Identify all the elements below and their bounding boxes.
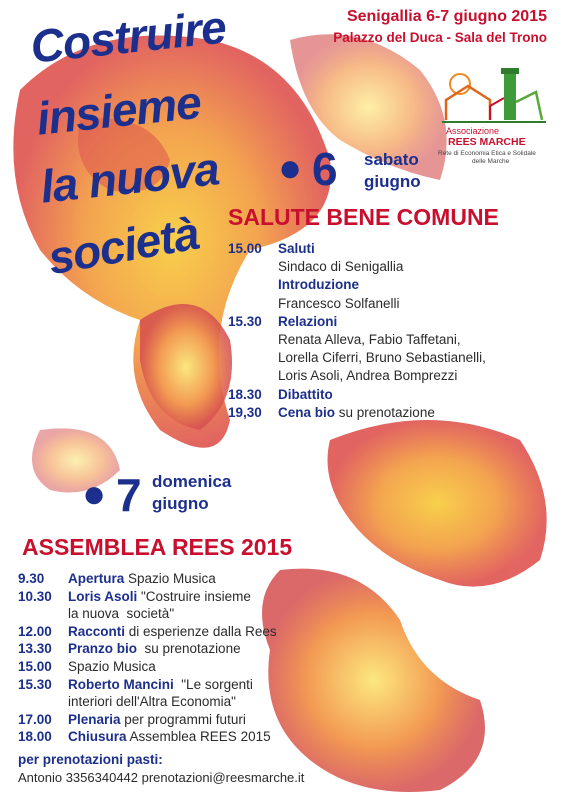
schedule-time: 18.30: [228, 386, 262, 402]
schedule-entry-title: Saluti: [278, 241, 315, 256]
schedule-entry-title: Plenaria: [68, 711, 121, 727]
schedule-time: 15.00: [18, 659, 52, 674]
schedule-entry: [68, 623, 277, 641]
event-venue: Palazzo del Duca - Sala del Trono: [333, 30, 547, 45]
slogan-line-4: società: [44, 206, 203, 285]
schedule-entry: [278, 240, 315, 258]
schedule-entry-title: Relazioni: [278, 313, 338, 329]
schedule-entry-text: Spazio Musica: [124, 571, 216, 586]
day2-month: giugno: [152, 494, 209, 513]
schedule-entry: [278, 331, 461, 349]
day2-schedule: [18, 570, 348, 750]
schedule-entry-title: Pranzo bio: [68, 641, 138, 657]
schedule-entry-text: su prenotazione: [137, 641, 241, 657]
schedule-time: 18.00: [18, 729, 52, 745]
logo-line-3: Rete di Economia Etica e Solidale: [438, 150, 536, 157]
schedule-entry-text: Assemblea REES 2015: [126, 729, 271, 745]
schedule-time: 19,30: [228, 404, 262, 420]
schedule-entry-text: Francesco Solfanelli: [278, 295, 400, 311]
schedule-entry-title: Chiusura: [68, 729, 127, 745]
schedule-entry: [68, 693, 236, 711]
schedule-entry: [278, 386, 333, 404]
schedule-entry: [68, 640, 241, 658]
schedule-entry: [68, 711, 246, 729]
logo-line-1: Associazione: [446, 126, 500, 136]
schedule-entry: [278, 313, 337, 331]
rees-marche-logo: [438, 62, 550, 172]
day2-title: ASSEMBLEA REES 2015: [22, 534, 293, 560]
booking-label: per prenotazioni pasti:: [18, 752, 163, 767]
schedule-entry-text: "Costruire insieme: [137, 588, 251, 604]
schedule-entry: [278, 349, 486, 367]
schedule-entry: [68, 588, 251, 606]
schedule-time: 15.30: [228, 313, 262, 329]
schedule-entry: [68, 605, 174, 623]
event-date-location: Senigallia 6-7 giugno 2015: [346, 8, 547, 25]
day1-title: SALUTE BENE COMUNE: [228, 204, 499, 230]
schedule-time: 9.30: [18, 571, 45, 586]
schedule-entry-title: Loris Asoli: [68, 588, 138, 604]
day1-month: giugno: [364, 172, 421, 191]
schedule-time: 17.00: [18, 711, 52, 727]
schedule-entry-text: Lorella Ciferri, Bruno Sebastianelli,: [278, 350, 486, 366]
schedule-entry: [278, 404, 435, 422]
day1-weekday: sabato: [364, 150, 419, 169]
schedule-entry-text: interiori dell'Altra Economia": [68, 694, 236, 710]
logo-town-icon: [438, 62, 550, 126]
schedule-time: 15.00: [228, 241, 262, 256]
day1-bullet: ●: [278, 146, 303, 190]
schedule-time: 15.30: [18, 676, 52, 692]
schedule-time: 12.00: [18, 623, 52, 639]
logo-line-2: REES MARCHE: [448, 136, 526, 148]
slogan-line-3: la nuova: [38, 142, 222, 213]
schedule-entry: [278, 295, 400, 313]
schedule-entry-title: Roberto Mancini: [68, 676, 174, 692]
day1-number: 6: [312, 143, 338, 195]
schedule-time: 10.30: [18, 588, 52, 604]
day2-bullet: ●: [82, 472, 107, 516]
schedule-entry-text: Renata Alleva, Fabio Taffetani,: [278, 332, 461, 347]
schedule-entry-text: la nuova società": [68, 606, 175, 622]
schedule-entry-title: Cena bio: [278, 404, 336, 420]
schedule-entry: [68, 676, 253, 694]
schedule-entry: [68, 658, 156, 676]
schedule-entry: [68, 728, 271, 746]
schedule-entry-title: Racconti: [68, 623, 126, 639]
slogan-line-2: insieme: [34, 75, 203, 145]
schedule-entry: [68, 570, 216, 588]
schedule-entry: [278, 258, 403, 276]
schedule-entry-text: Sindaco di Senigallia: [278, 259, 404, 275]
schedule-entry-text: Spazio Musica: [68, 659, 156, 674]
schedule-entry-title: Dibattito: [278, 386, 333, 402]
day2-number: 7: [116, 469, 142, 521]
day1-schedule: [228, 240, 548, 420]
schedule-entry-text: su prenotazione: [335, 404, 435, 420]
logo-line-4: delle Marche: [472, 158, 510, 165]
schedule-entry-text: Loris Asoli, Andrea Bomprezzi: [278, 368, 458, 384]
schedule-entry-text: di esperienze dalla Rees: [125, 623, 277, 639]
day2-weekday: domenica: [152, 472, 232, 491]
schedule-entry-title: Introduzione: [278, 277, 359, 293]
schedule-entry: [278, 367, 457, 385]
schedule-entry-text: per programmi futuri: [120, 711, 246, 727]
schedule-entry-text: "Le sorgenti: [173, 676, 253, 692]
booking-contact: Antonio 3356340442 prenotazioni@reesmarche.it: [18, 770, 305, 785]
schedule-entry: [278, 276, 359, 294]
slogan-line-1: Costruire: [28, 0, 228, 73]
schedule-entry-title: Apertura: [68, 571, 125, 586]
schedule-time: 13.30: [18, 641, 52, 657]
